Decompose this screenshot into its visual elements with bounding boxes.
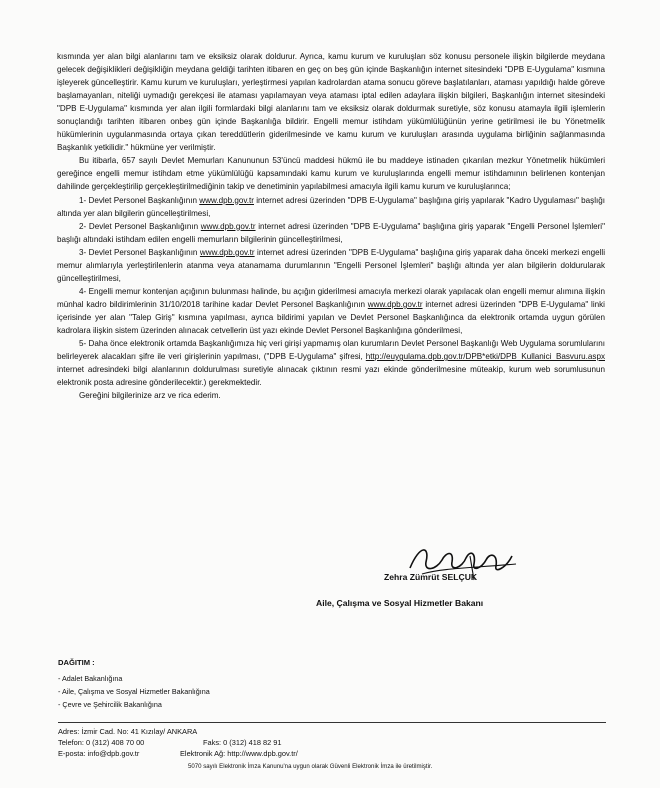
letter-body <box>57 50 605 402</box>
distribution-list <box>58 672 210 711</box>
dpb-link[interactable]: www.dpb.gov.tr <box>367 299 423 309</box>
e-signature-note: 5070 sayılı Elektronik İmza Kanunu'na uygun olarak Güvenli Elektronik İmza ile üretilmiştir. <box>188 763 433 770</box>
paragraph-2: Bu itibarla, 657 sayılı Devlet Memurları Kanununun 53'üncü maddesi hükmü ile bu maddeye istinaden çıkarılan mezkur Yönetmelik hükümleri gereğince engelli memur istihdam etme yükümlülüğü kapsamındaki kamu kurum ve kuruluşlarında engelli memur istihdamının belirlenen kontenjan dahilinde gerçekleştirilip gerçekleştirilmediğinin takip ve denetiminin yapılabilmesi amacıyla ilgili kamu kurum ve kuruluşlarınca; <box>57 156 605 192</box>
footer-online-row <box>58 748 298 759</box>
list-item: 2- Devlet Personel Başkanlığının www.dpb.gov.tr internet adresi üzerinden "DPB E-Uygulama" başlığına giriş yaparak "Engelli Personel İşlemleri" başlığı altındaki istihdam edilen engelli memurların bilgilerinin güncelleştirilmesi, <box>57 221 605 244</box>
list-item: - Adalet Bakanlığına <box>58 674 123 683</box>
footer-phone: Telefon: 0 (312) 408 70 00 <box>58 738 145 747</box>
list-item: 3- Devlet Personel Başkanlığının www.dpb.gov.tr internet adresi üzerinden "DPB E-Uygulama" başlığına giriş yaparak daha önceki merkezi engelli memur alımlarıyla yerleştirilenlerin atanma veya atanamama durumlarının "Engelli Personel İşlemleri" başlığı altında yer alan bilgilerin doldurularak güncelleştirilmesi, <box>57 247 605 283</box>
signer-title: Aile, Çalışma ve Sosyal Hizmetler Bakanı <box>316 598 484 608</box>
footer-contact-row <box>58 737 298 748</box>
closing-line: Gereğini bilgilerinize arz ve rica ederim. <box>79 391 221 401</box>
distribution-title: DAĞITIM : <box>58 658 95 667</box>
paragraph-1: kısmında yer alan bilgi alanlarını tam ve eksiksiz olarak doldurur. Ayrıca, kamu kurum ve kuruluşları söz konusu personele ilişkin bilgilerde meydana gelecek değişiklikleri değişikliğin meydana geldiği tarihten itibaren en geç on beş gün içinde Başkanlığın internet sitesindeki "DPB E-Uygulama" kısmına işleyerek güncelleştirir. Kamu kurum ve kuruluşları, yerleştirmesi yapılan kadrolardan atama sonucu göreve başlatılanları, ataması yapıldığı halde göreve başlamayanları, niteliği uymadığı gerekçesi ile ataması yapılamayan veya ataması iptal edilen adaylara ilişkin bilgileri, Başkanlığın internet sitesindeki "DPB E-Uygulama" kısmında yer alan ilgili formlardaki bilgi alanlarını tam ve eksiksiz olarak doldurmak suretiyle, söz konusu atamayla ilgili işlemlerin sonuçlandığı tarihten itibaren onbeş gün içinde Başkanlığa bildirir. Engelli memur istihdam yükümlülüğünün yerine getirilmesi ile bu Yönetmelik hükümlerinin uygulanmasında ortaya çıkan tereddütlerin giderilmesinde ve kamu kurum ve kuruluşları arasında uygulama birliğinin sağlanmasında Başkanlık yetkilidir." hükmüne yer verilmiştir. <box>57 52 605 153</box>
footer-divider <box>58 722 606 723</box>
footer <box>58 726 298 759</box>
signer-name: Zehra Zümrüt SELÇUK <box>384 572 478 582</box>
list-item: 1- Devlet Personel Başkanlığının www.dpb.gov.tr internet adresi üzerinden "DPB E-Uygulama" başlığına giriş yapılarak "Kadro Uygulaması" başlığı altında yer alan bilgilerin güncelleştirilmesi, <box>57 195 606 218</box>
list-item: 4- Engelli memur kontenjan açığının bulunması halinde, bu açığın giderilmesi amacıyla merkezi olarak yapılacak olan engelli memur alımına ilişkin münhal kadro bildirimlerinin 31/10/2018 tarihine kadar Devlet Personel Başkanlığının www.dpb.gov.tr internet adresi üzerinden "DPB E-Uygulama" linki içerisinde yer alan "Talep Giriş" kısmına yapılması, ayrıca bildirimi yapılan ve Devlet Personel Başkanlığınca da elektronik ortamda uygun görülen kadrolara ilişkin sistem üzerinden alınacak cetvellerin üst yazı ekinde Devlet Personel Başkanlığına gönderilmesi, <box>57 286 605 335</box>
euygulama-link[interactable]: http://euygulama.dpb.gov.tr/DPB*etki/DPB_Kullanici_Basvuru.aspx <box>365 352 605 362</box>
list-item: - Aile, Çalışma ve Sosyal Hizmetler Bakanlığına <box>58 687 210 696</box>
footer-fax: Faks: 0 (312) 418 82 91 <box>203 738 282 747</box>
dpb-link[interactable]: www.dpb.gov.tr <box>200 221 256 231</box>
footer-web[interactable]: Elektronik Ağ: http://www.dpb.gov.tr/ <box>180 749 298 758</box>
list-item: 5- Daha önce elektronik ortamda Başkanlığımıza hiç veri girişi yapmamış olan kurumların Devlet Personel Başkanlığı Web Uygulama sorumlularını belirleyerek alacakları şifre ile veri girişlerinin yapılması, ("DPB E-Uygulama" şifresi, http://euygulama.dpb.gov.tr/DPB*etki/DPB_Kullanici_Basvuru.aspx internet adresindeki bilgi alanlarının doldurulması suretiyle alınacak çıktının resmi yazı ekinde gönderilmesine müteakip, kurum web sorumlusunun elektronik posta adresine gönderilecektir.) gerekmektedir. <box>57 339 605 388</box>
footer-email[interactable]: E-posta: info@dpb.gov.tr <box>58 749 140 758</box>
list-item: - Çevre ve Şehircilik Bakanlığına <box>58 700 162 709</box>
dpb-link[interactable]: www.dpb.gov.tr <box>199 247 255 257</box>
footer-address: Adres: İzmir Cad. No: 41 Kızılay/ ANKARA <box>58 727 198 736</box>
dpb-link[interactable]: www.dpb.gov.tr <box>199 195 254 205</box>
